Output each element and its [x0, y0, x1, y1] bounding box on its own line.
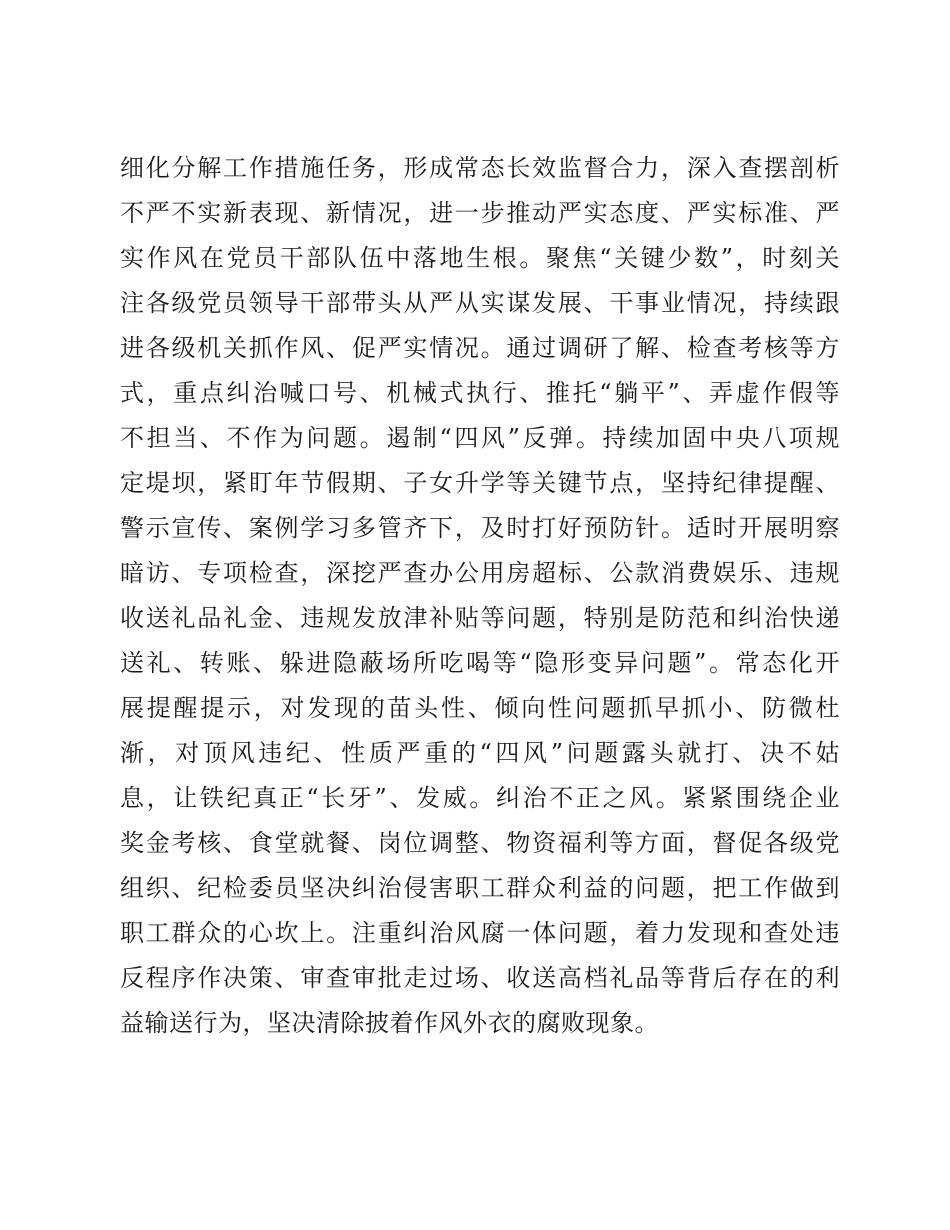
- paragraph-line-12: 送礼、转账、躲进隐蔽场所吃喝等“隐形变异问题”。常态化开: [120, 649, 840, 677]
- paragraph-line-10: 暗访、专项检查，深挖严查办公用房超标、公款消费娱乐、违规: [120, 559, 840, 587]
- paragraph-line-14: 渐，对顶风违纪、性质严重的“四风”问题露头就打、决不姑: [120, 739, 840, 767]
- paragraph-line-3: 实作风在党员干部队伍中落地生根。聚焦“关键少数”，时刻关: [120, 244, 840, 272]
- paragraph-line-20: 益输送行为，坚决清除披着作风外衣的腐败现象。: [120, 1009, 659, 1037]
- paragraph-line-17: 组织、纪检委员坚决纠治侵害职工群众利益的问题，把工作做到: [120, 874, 840, 902]
- paragraph-line-9: 警示宣传、案例学习多管齐下，及时打好预防针。适时开展明察: [120, 514, 840, 542]
- paragraph-line-15: 息，让铁纪真正“长牙”、发威。纠治不正之风。紧紧围绕企业: [120, 784, 840, 812]
- paragraph-line-18: 职工群众的心坎上。注重纠治风腐一体问题，着力发现和查处违: [120, 919, 840, 947]
- paragraph-line-5: 进各级机关抓作风、促严实情况。通过调研了解、检查考核等方: [120, 334, 840, 362]
- body-paragraph: [120, 146, 840, 1046]
- paragraph-line-11: 收送礼品礼金、违规发放津补贴等问题，特别是防范和纠治快递: [120, 604, 840, 632]
- paragraph-line-16: 奖金考核、食堂就餐、岗位调整、物资福利等方面，督促各级党: [120, 829, 840, 857]
- paragraph-line-1: 细化分解工作措施任务，形成常态长效监督合力，深入查摆剖析: [120, 154, 840, 182]
- paragraph-line-2: 不严不实新表现、新情况，进一步推动严实态度、严实标准、严: [120, 199, 840, 227]
- paragraph-line-7: 不担当、不作为问题。遏制“四风”反弹。持续加固中央八项规: [120, 424, 840, 452]
- paragraph-line-8: 定堤坝，紧盯年节假期、子女升学等关键节点，坚持纪律提醒、: [120, 469, 840, 497]
- paragraph-line-4: 注各级党员领导干部带头从严从实谋发展、干事业情况，持续跟: [120, 289, 840, 317]
- paragraph-line-19: 反程序作决策、审查审批走过场、收送高档礼品等背后存在的利: [120, 964, 840, 992]
- paragraph-line-13: 展提醒提示，对发现的苗头性、倾向性问题抓早抓小、防微杜: [120, 694, 840, 722]
- paragraph-line-6: 式，重点纠治喊口号、机械式执行、推托“躺平”、弄虚作假等: [120, 379, 840, 407]
